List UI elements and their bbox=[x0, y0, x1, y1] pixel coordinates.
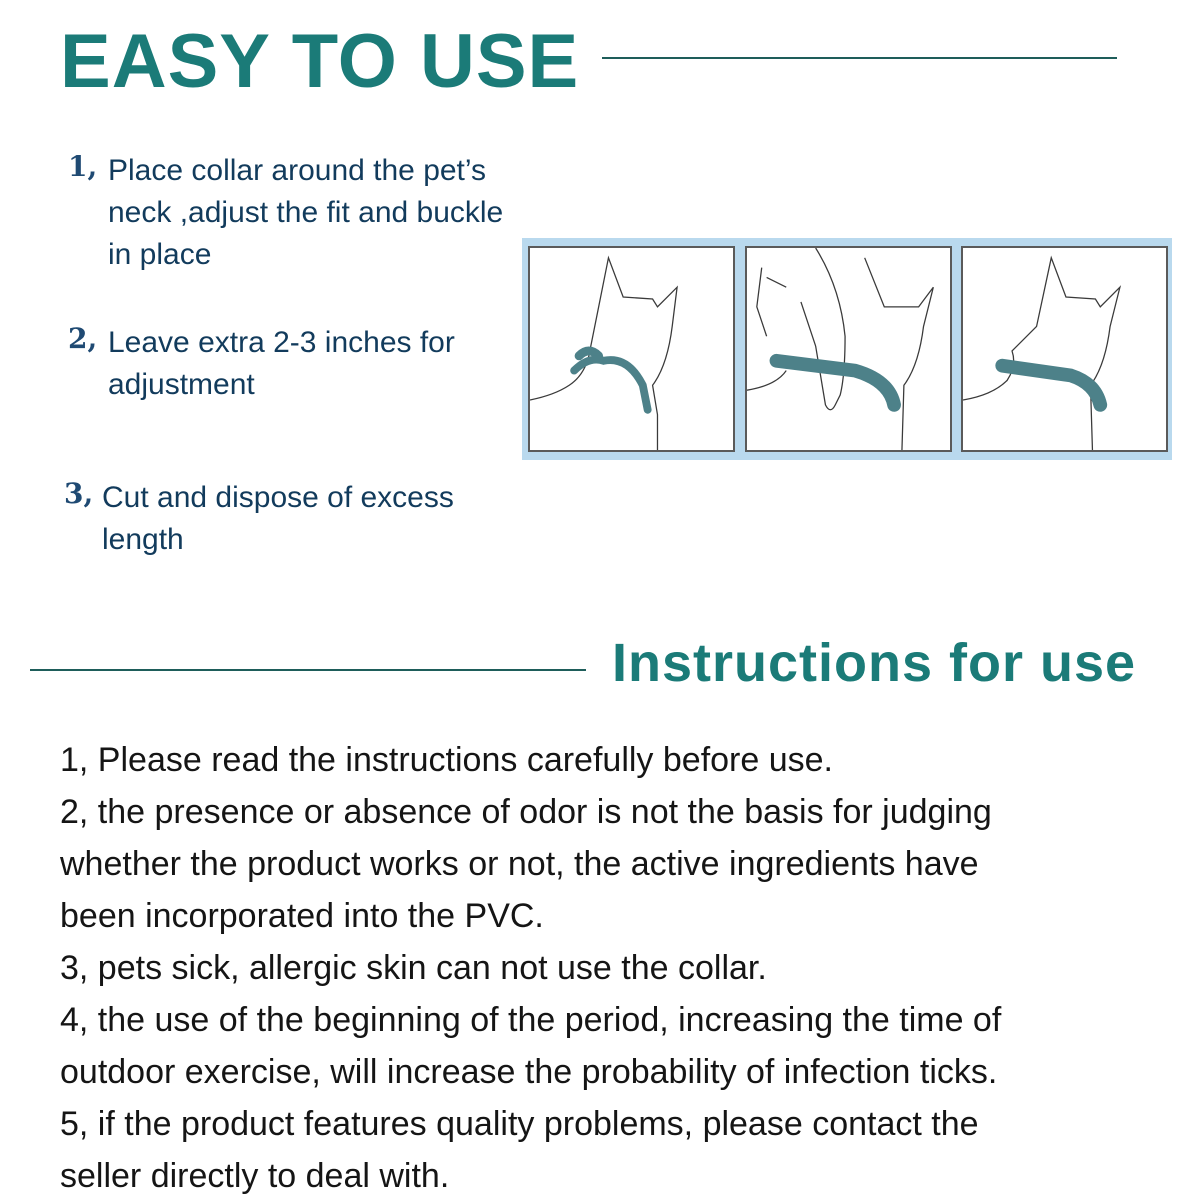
instructions-divider bbox=[30, 669, 586, 671]
step-line: in place bbox=[108, 238, 212, 271]
hand-adjusting-collar-icon bbox=[745, 246, 952, 452]
instruction-line: 3, pets sick, allergic skin can not use the collar. bbox=[60, 949, 767, 987]
step-3 bbox=[64, 477, 524, 567]
step-line: length bbox=[102, 523, 184, 556]
instruction-line: seller directly to deal with. bbox=[60, 1157, 450, 1195]
step-line: Place collar around the pet’s bbox=[108, 154, 487, 187]
cat-collar-loose-icon bbox=[528, 246, 735, 452]
instruction-line: 1, Please read the instructions carefully before use. bbox=[60, 741, 833, 779]
cat-collar-fitted-icon bbox=[961, 246, 1168, 452]
step-2 bbox=[68, 322, 528, 412]
instruction-line: 5, if the product features quality problems, please contact the bbox=[60, 1105, 979, 1143]
title-divider bbox=[602, 57, 1117, 59]
instructions-list bbox=[60, 734, 1001, 1202]
instruction-line: 4, the use of the beginning of the period, increasing the time of bbox=[60, 1001, 1002, 1039]
step-number: 3, bbox=[64, 477, 94, 510]
instruction-line: been incorporated into the PVC. bbox=[60, 897, 544, 935]
step-line: Leave extra 2-3 inches for bbox=[108, 326, 455, 359]
instruction-line: whether the product works or not, the active ingredients have bbox=[60, 845, 979, 883]
instruction-line: outdoor exercise, will increase the probability of infection ticks. bbox=[60, 1053, 998, 1091]
step-line: neck ,adjust the fit and buckle bbox=[108, 196, 504, 229]
step-number: 1, bbox=[68, 150, 98, 183]
step-line: Cut and dispose of excess bbox=[102, 481, 454, 514]
instructions-title: Instructions for use bbox=[612, 633, 1137, 693]
instruction-line: 2, the presence or absence of odor is not the basis for judging bbox=[60, 793, 992, 831]
page-title: EASY TO USE bbox=[60, 19, 580, 104]
step-number: 2, bbox=[68, 322, 98, 355]
illustration-strip bbox=[522, 238, 1172, 460]
step-1 bbox=[68, 150, 528, 280]
step-line: adjustment bbox=[108, 368, 255, 401]
